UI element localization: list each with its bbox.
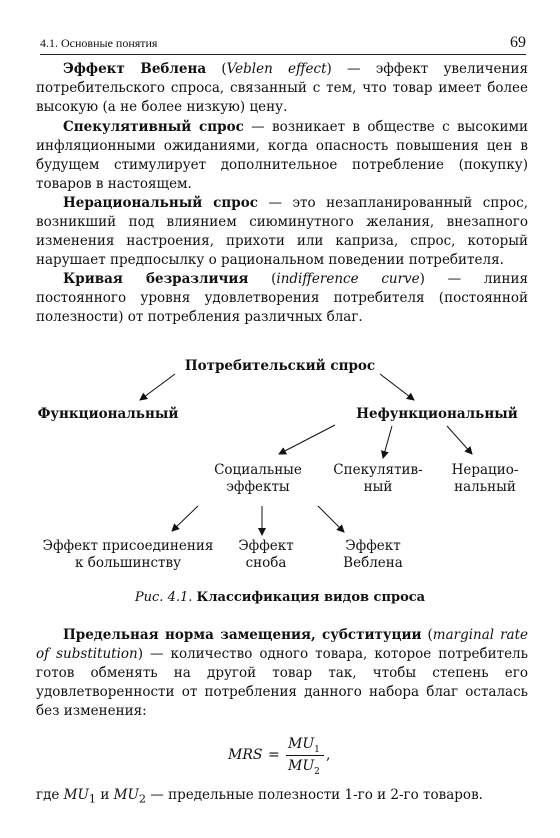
paragraph-where: [36, 786, 528, 809]
arrow-to-veblen: [318, 506, 344, 532]
where-and: и: [96, 787, 114, 803]
paren-open: (: [248, 271, 277, 287]
node-veblen-line1: Эффект: [345, 538, 401, 554]
node-bandwagon-line2: к большинству: [74, 555, 182, 571]
denominator-subscript: 2: [314, 766, 320, 777]
section-title: 4.1. Основные понятия: [40, 36, 158, 50]
arrow-to-functional: [140, 374, 175, 400]
arrow-to-bandwagon: [172, 506, 198, 531]
where-mu1-sub: 1: [88, 792, 97, 806]
node-veblen-line2: Веблена: [343, 555, 403, 571]
fraction-bar: [286, 755, 324, 756]
term-veblen: Эффект Веблена: [63, 61, 207, 77]
node-consumer-demand: Потребительский спрос: [184, 358, 376, 374]
node-speculative-line2: ный: [363, 479, 393, 495]
where-rest: — предельные полезности 1-го и 2-го товаров.: [146, 787, 483, 803]
node-snob-effect: [226, 538, 306, 572]
node-social-effects: [200, 462, 316, 496]
node-speculative-line1: Спекулятив-: [333, 462, 423, 478]
paragraph-irrational-demand: [36, 194, 528, 270]
node-functional: Функциональный: [37, 406, 179, 422]
definition-mrs: ) — количество одного товара, которое потребитель готов обменять на другой товар так, чтобы степень его удовлетворенности от потребления данного набора благ осталась без изменения:: [36, 646, 528, 719]
numerator-subscript: 1: [314, 744, 320, 755]
paragraph-speculative-demand: [36, 118, 528, 194]
term-irrational: Нерациональный спрос: [63, 195, 258, 211]
node-bandwagon-line1: Эффект присоединения: [42, 538, 214, 554]
figure-title: Классификация видов спроса: [196, 590, 426, 605]
term-indifference: Кривая безразличия: [63, 271, 249, 287]
formula-equals: =: [268, 747, 280, 763]
paren-open: (: [206, 61, 227, 77]
node-speculative: [326, 462, 430, 496]
figure-caption: [0, 590, 560, 605]
page-number: 69: [510, 34, 526, 51]
node-bandwagon-effect: [28, 538, 228, 572]
paren-open: (: [421, 627, 433, 643]
figure-number: Рис. 4.1.: [134, 590, 193, 605]
running-header: [40, 32, 526, 55]
definition-speculative: — возникает в обществе с высокими инфляционными ожиданиями, когда опасность повышения цен в будущем стимулирует дополнительное потребление (покупку) товаров в настоящем.: [36, 119, 528, 192]
term-mrs-en: marginal rate of substitution: [36, 627, 528, 662]
arrow-to-nonfunctional: [380, 374, 414, 400]
formula-numerator: [288, 736, 320, 755]
node-veblen-effect: [330, 538, 416, 572]
paragraph-indifference-curve: [36, 270, 528, 327]
paragraph-marginal-rate: [36, 626, 528, 721]
denominator-symbol: MU: [288, 758, 315, 774]
formula-lhs: MRS: [228, 747, 263, 763]
term-speculative: Спекулятивный спрос: [63, 119, 244, 135]
demand-classification-diagram: [0, 350, 560, 590]
node-snob-line2: сноба: [245, 555, 287, 571]
paragraph-veblen-effect: [36, 60, 528, 117]
term-mrs: Предельная норма замещения, субституции: [63, 627, 422, 643]
where-mu2-sub: 2: [138, 792, 147, 806]
where-mu2: MU: [113, 787, 139, 803]
arrow-to-irrational: [447, 426, 472, 454]
node-snob-line1: Эффект: [238, 538, 294, 554]
term-veblen-en: Veblen effect: [226, 61, 327, 77]
numerator-symbol: MU: [288, 736, 315, 752]
node-irrational-line2: нальный: [454, 479, 516, 495]
node-irrational-line1: Нерацио-: [451, 462, 519, 478]
node-social-line2: эффекты: [226, 479, 290, 495]
where-pre: где: [36, 787, 64, 803]
formula-denominator: [288, 758, 320, 777]
term-indifference-en: indifference curve: [276, 271, 420, 287]
arrow-to-social: [279, 425, 335, 454]
node-irrational: [440, 462, 530, 496]
where-mu1: MU: [63, 787, 89, 803]
definition-veblen: ) — эффект увеличения потребительского спроса, связанный с тем, что товар имеет более высокую (а не более низкую) цену.: [36, 61, 529, 115]
arrow-to-speculative: [383, 426, 392, 458]
definition-irrational: — это незапланированный спрос, возникший под влиянием сиюминутного желания, внезапного изменения настроения, прихоти или каприза, спрос, который нарушает предпосылку о рациональном поведении потребителя.: [36, 195, 528, 268]
node-nonfunctional: Нефункциональный: [356, 406, 518, 422]
node-social-line1: Социальные: [214, 462, 302, 478]
definition-indifference: ) — линия постоянного уровня удовлетворения потребителя (постоянной полезности) от потребления различных благ.: [36, 271, 528, 325]
formula-comma: ,: [326, 747, 331, 763]
